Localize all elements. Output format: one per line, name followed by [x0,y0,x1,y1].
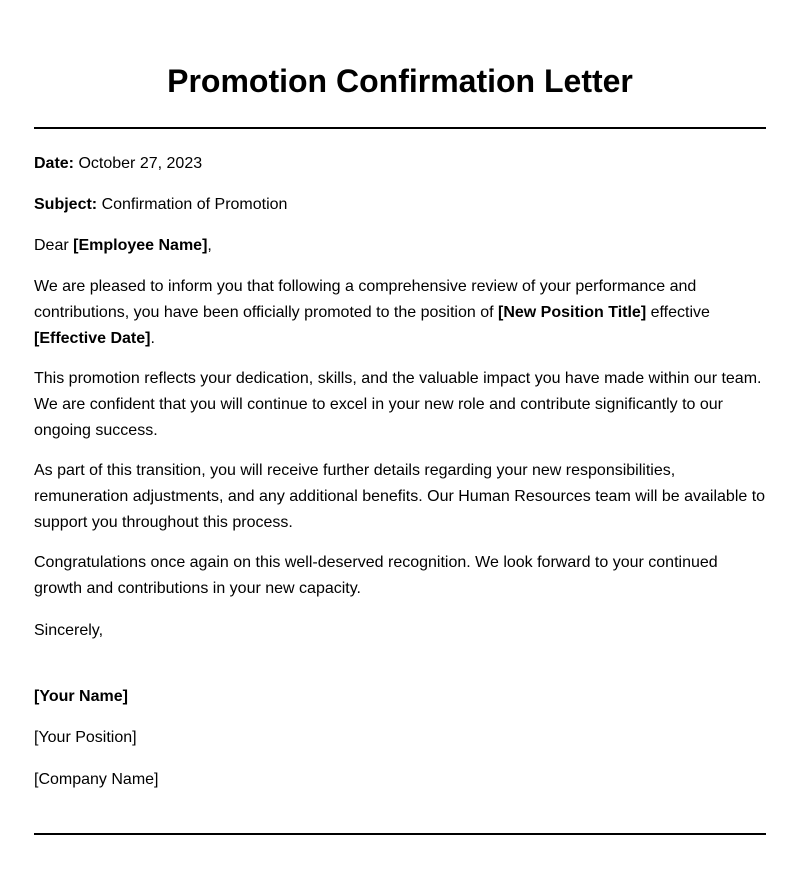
paragraph1-text-c: . [150,329,155,347]
signature-name-placeholder: [Your Name] [34,687,128,705]
bottom-divider [34,833,766,835]
letter-body [34,151,766,793]
top-divider [34,127,766,129]
subject-line [34,192,766,218]
paragraph-congratulations: Congratulations once again on this well-deserved recognition. We look forward to your continued growth and contributions in your new capacity. [34,554,718,598]
paragraph-dedication: This promotion reflects your dedication, skills, and the valuable impact you have made within our team. We are confident that you will continue to excel in your new role and contribute significantly to our ongoing success. [34,370,762,439]
signature-name [34,684,766,710]
date-line [34,151,766,177]
employee-name-placeholder: [Employee Name] [73,237,208,255]
greeting-line [34,233,766,259]
date-label: Date: [34,155,75,172]
letter-title: Promotion Confirmation Letter [167,63,633,99]
greeting-prefix: Dear [34,237,69,255]
letter [34,0,766,835]
subject-value: Confirmation of Promotion [101,195,288,213]
date-value: October 27, 2023 [78,155,203,172]
effective-date-placeholder: [Effective Date] [34,329,151,347]
paragraph1-text-b: effective [650,303,710,321]
closing: Sincerely, [34,621,104,639]
paragraph-transition: As part of this transition, you will receive further details regarding your new responsibilities, remuneration adjustments, and any additional benefits. Our Human Resources team will be available to support you throughout this process. [34,462,766,531]
signature-position: [Your Position] [34,729,137,747]
paragraph-promotion [34,274,766,351]
paragraph1-text-a: We are pleased to inform you that following a comprehensive review of your performance and contributions, you have been officially promoted to the position of [34,278,697,321]
subject-label: Subject: [34,195,98,213]
new-position-placeholder: [New Position Title] [498,303,647,321]
signature-company: [Company Name] [34,770,159,788]
greeting-suffix: , [207,237,212,255]
